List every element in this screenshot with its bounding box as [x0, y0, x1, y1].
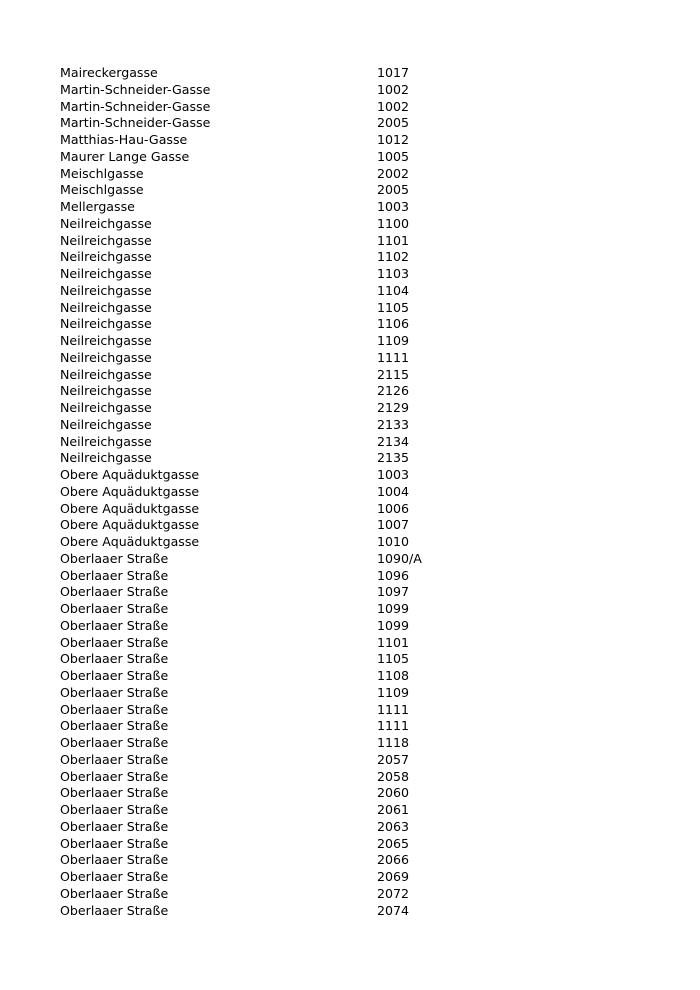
street-name: Neilreichgasse — [60, 450, 152, 466]
street-name: Oberlaaer Straße — [60, 885, 169, 901]
street-number: 1105 — [377, 651, 410, 667]
street-name: Neilreichgasse — [60, 366, 152, 382]
street-number: 1105 — [377, 299, 410, 315]
street-number: 1100 — [377, 215, 410, 231]
street-number: 1099 — [377, 601, 410, 616]
list-item — [60, 618, 480, 635]
street-number: 1090/A — [377, 550, 422, 566]
list-item — [60, 467, 480, 484]
street-number: 1002 — [377, 98, 410, 114]
street-name: Neilreichgasse — [60, 266, 152, 281]
street-number: 1103 — [377, 266, 410, 281]
street-name: Obere Aquäduktgasse — [60, 483, 200, 499]
street-name: Obere Aquäduktgasse — [60, 534, 200, 549]
street-number: 1109 — [377, 684, 410, 700]
street-number: 2072 — [377, 885, 410, 901]
street-name: Martin-Schneider-Gasse — [60, 98, 211, 114]
street-number: 2002 — [377, 165, 410, 181]
list-item — [60, 417, 480, 434]
street-name: Oberlaaer Straße — [60, 768, 169, 784]
street-number: 2135 — [377, 450, 410, 466]
list-item — [60, 584, 480, 601]
list-item — [60, 333, 480, 350]
list-item — [60, 82, 480, 99]
street-name: Oberlaaer Straße — [60, 802, 169, 817]
list-item — [60, 718, 480, 735]
street-name: Oberlaaer Straße — [60, 651, 169, 667]
list-item — [60, 383, 480, 400]
list-item — [60, 132, 480, 149]
list-item — [60, 769, 480, 786]
list-item — [60, 350, 480, 367]
street-name: Oberlaaer Straße — [60, 852, 169, 868]
street-name: Oberlaaer Straße — [60, 668, 169, 683]
street-name: Neilreichgasse — [60, 299, 152, 315]
street-name: Oberlaaer Straße — [60, 617, 169, 633]
list-item — [60, 99, 480, 116]
street-number: 1102 — [377, 249, 410, 265]
street-number: 2134 — [377, 433, 410, 449]
street-name: Oberlaaer Straße — [60, 902, 169, 918]
list-item — [60, 601, 480, 618]
street-name: Neilreichgasse — [60, 232, 152, 248]
list-item — [60, 182, 480, 199]
street-number: 1101 — [377, 232, 410, 248]
street-name: Oberlaaer Straße — [60, 634, 169, 650]
list-item — [60, 249, 480, 266]
list-item — [60, 651, 480, 668]
street-number: 1003 — [377, 467, 410, 482]
street-number: 2063 — [377, 818, 410, 834]
street-number: 2005 — [377, 115, 410, 131]
street-name: Maurer Lange Gasse — [60, 148, 190, 164]
street-name: Oberlaaer Straße — [60, 735, 169, 750]
street-number: 2061 — [377, 802, 410, 817]
street-name: Neilreichgasse — [60, 316, 152, 332]
street-number: 1108 — [377, 668, 410, 683]
street-list — [60, 65, 480, 919]
street-number: 1017 — [377, 65, 410, 80]
street-name: Neilreichgasse — [60, 333, 152, 348]
list-item — [60, 551, 480, 568]
street-number: 1111 — [377, 701, 410, 717]
street-number: 2065 — [377, 835, 410, 851]
list-item — [60, 65, 480, 82]
street-name: Oberlaaer Straße — [60, 869, 169, 884]
street-name: Obere Aquäduktgasse — [60, 500, 200, 516]
street-number: 2074 — [377, 902, 410, 918]
list-item — [60, 400, 480, 417]
street-number: 1111 — [377, 349, 410, 365]
list-item — [60, 869, 480, 886]
street-number: 2129 — [377, 400, 410, 415]
list-item — [60, 534, 480, 551]
street-name: Meischlgasse — [60, 182, 144, 198]
list-item — [60, 199, 480, 216]
street-name: Neilreichgasse — [60, 349, 152, 365]
street-name: Oberlaaer Straße — [60, 718, 169, 734]
street-number: 2057 — [377, 751, 410, 767]
list-item — [60, 434, 480, 451]
street-number: 1010 — [377, 534, 410, 549]
street-number: 1003 — [377, 199, 410, 214]
street-number: 1012 — [377, 132, 410, 147]
street-name: Obere Aquäduktgasse — [60, 467, 200, 482]
street-name: Martin-Schneider-Gasse — [60, 81, 211, 97]
list-item — [60, 886, 480, 903]
street-number: 1099 — [377, 617, 410, 633]
list-item — [60, 316, 480, 333]
street-name: Oberlaaer Straße — [60, 684, 169, 700]
street-name: Oberlaaer Straße — [60, 584, 169, 600]
list-item — [60, 668, 480, 685]
street-number: 1111 — [377, 718, 410, 734]
street-number: 1005 — [377, 148, 410, 164]
street-name: Neilreichgasse — [60, 416, 152, 432]
list-item — [60, 568, 480, 585]
street-number: 2069 — [377, 869, 410, 884]
list-item — [60, 517, 480, 534]
list-item — [60, 802, 480, 819]
street-name: Oberlaaer Straße — [60, 601, 169, 616]
street-number: 2133 — [377, 416, 410, 432]
street-name: Oberlaaer Straße — [60, 835, 169, 851]
list-item — [60, 836, 480, 853]
street-number: 1101 — [377, 634, 410, 650]
list-item — [60, 266, 480, 283]
street-number: 2058 — [377, 768, 410, 784]
street-name: Neilreichgasse — [60, 215, 152, 231]
street-number: 1104 — [377, 282, 410, 298]
list-item — [60, 501, 480, 518]
street-number: 2060 — [377, 785, 410, 801]
street-name: Oberlaaer Straße — [60, 550, 169, 566]
street-number: 1106 — [377, 316, 410, 332]
street-name: Matthias-Hau-Gasse — [60, 132, 188, 147]
street-number: 1096 — [377, 567, 410, 583]
list-item — [60, 149, 480, 166]
street-name: Neilreichgasse — [60, 249, 152, 265]
street-name: Maireckergasse — [60, 65, 158, 80]
list-item — [60, 819, 480, 836]
street-number: 2126 — [377, 383, 410, 399]
list-item — [60, 852, 480, 869]
list-item — [60, 752, 480, 769]
street-number: 1002 — [377, 81, 410, 97]
street-number: 2066 — [377, 852, 410, 868]
street-name: Oberlaaer Straße — [60, 785, 169, 801]
street-name: Neilreichgasse — [60, 433, 152, 449]
list-item — [60, 685, 480, 702]
street-number: 1004 — [377, 483, 410, 499]
street-name: Meischlgasse — [60, 165, 144, 181]
list-item — [60, 233, 480, 250]
street-number: 1097 — [377, 584, 410, 600]
list-item — [60, 216, 480, 233]
street-name: Neilreichgasse — [60, 282, 152, 298]
street-number: 1118 — [377, 735, 410, 750]
street-number: 2005 — [377, 182, 410, 198]
street-name: Oberlaaer Straße — [60, 751, 169, 767]
street-number: 1006 — [377, 500, 410, 516]
list-item — [60, 283, 480, 300]
list-item — [60, 115, 480, 132]
list-item — [60, 785, 480, 802]
list-item — [60, 450, 480, 467]
street-name: Oberlaaer Straße — [60, 567, 169, 583]
street-name: Mellergasse — [60, 199, 135, 214]
street-number: 2115 — [377, 366, 410, 382]
street-name: Oberlaaer Straße — [60, 701, 169, 717]
list-item — [60, 166, 480, 183]
list-item — [60, 484, 480, 501]
list-item — [60, 903, 480, 920]
street-number: 1109 — [377, 333, 410, 348]
street-name: Neilreichgasse — [60, 383, 152, 399]
street-name: Neilreichgasse — [60, 400, 152, 415]
list-item — [60, 702, 480, 719]
list-item — [60, 735, 480, 752]
street-name: Martin-Schneider-Gasse — [60, 115, 211, 131]
list-item — [60, 300, 480, 317]
list-item — [60, 367, 480, 384]
street-name: Obere Aquäduktgasse — [60, 517, 200, 533]
street-number: 1007 — [377, 517, 410, 533]
street-name: Oberlaaer Straße — [60, 818, 169, 834]
list-item — [60, 635, 480, 652]
